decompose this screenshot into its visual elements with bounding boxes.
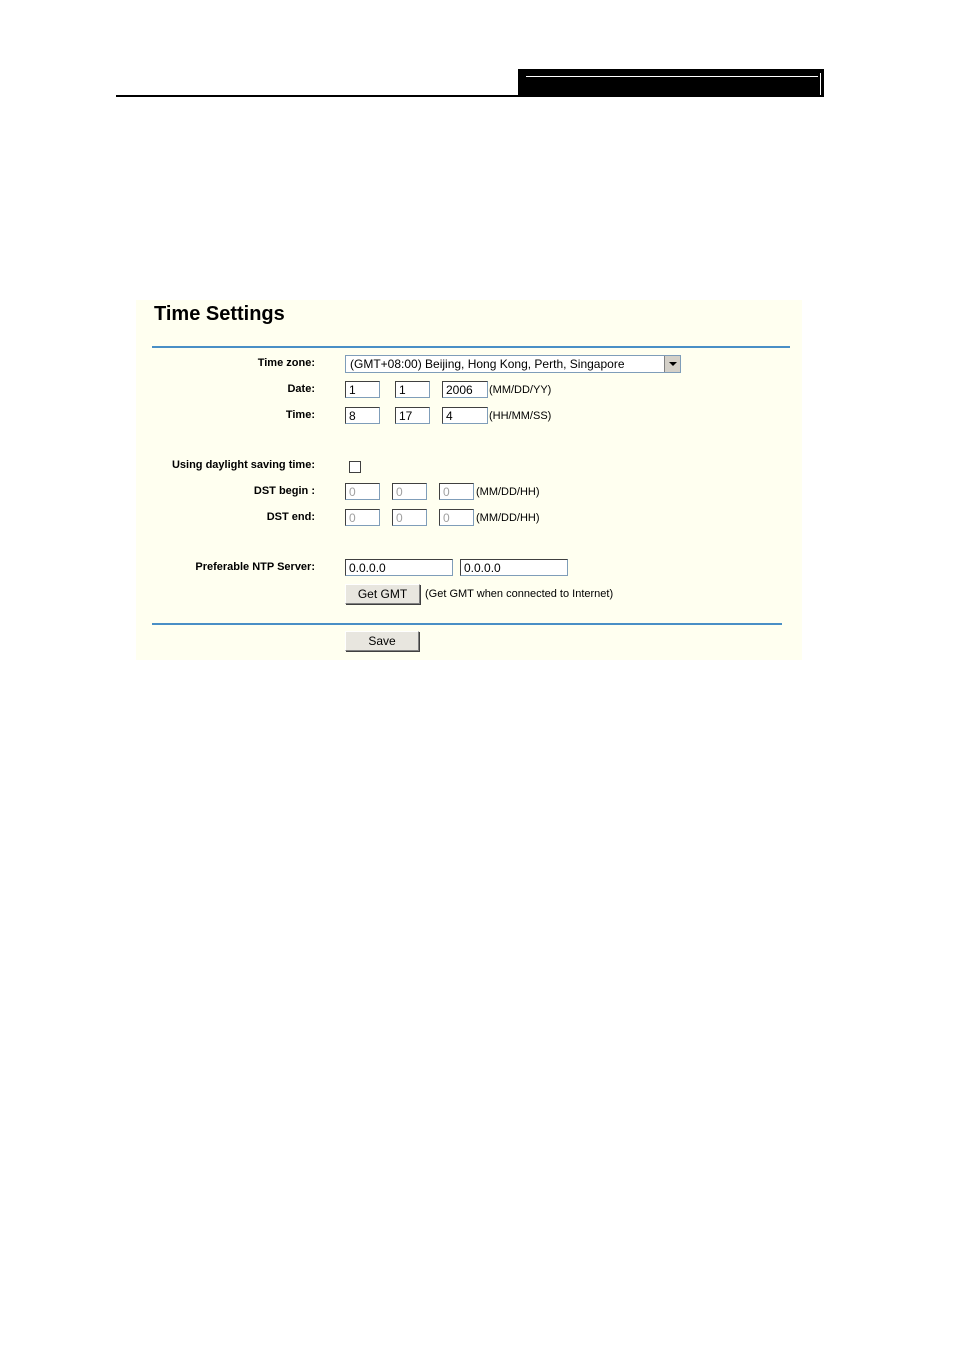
dst-begin-format-hint: (MM/DD/HH) xyxy=(476,486,540,498)
time-hour-input[interactable]: 8 xyxy=(345,407,380,424)
ntp-server-1-input[interactable]: 0.0.0.0 xyxy=(345,559,453,576)
date-format-hint: (MM/DD/YY) xyxy=(489,384,552,396)
dst-checkbox-label: Using daylight saving time: xyxy=(171,459,315,471)
time-zone-label: Time zone: xyxy=(257,357,315,369)
header-inner-line xyxy=(526,76,818,77)
time-second-input[interactable]: 4 xyxy=(442,407,488,424)
header-tick xyxy=(820,73,821,95)
dst-begin-day-input[interactable]: 0 xyxy=(392,483,427,500)
time-minute-input[interactable]: 17 xyxy=(395,407,430,424)
date-day-input[interactable]: 1 xyxy=(395,381,430,398)
time-zone-value: (GMT+08:00) Beijing, Hong Kong, Perth, Singapore xyxy=(350,357,625,371)
ntp-server-label: Preferable NTP Server: xyxy=(195,561,315,573)
page-title: Time Settings xyxy=(154,303,285,325)
dst-end-hour-input[interactable]: 0 xyxy=(439,509,474,526)
dst-end-format-hint: (MM/DD/HH) xyxy=(476,512,540,524)
time-zone-select[interactable] xyxy=(345,355,681,373)
ntp-server-2-input[interactable]: 0.0.0.0 xyxy=(460,559,568,576)
dst-end-label: DST end: xyxy=(266,511,315,523)
get-gmt-button[interactable]: Get GMT xyxy=(345,584,420,604)
time-label: Time: xyxy=(285,409,315,421)
document-header-bar xyxy=(518,69,824,97)
save-button[interactable]: Save xyxy=(345,631,419,651)
dst-end-day-input[interactable]: 0 xyxy=(392,509,427,526)
bottom-divider xyxy=(152,623,782,625)
dst-begin-label: DST begin : xyxy=(253,485,315,497)
dst-checkbox[interactable] xyxy=(349,461,361,473)
chevron-down-icon[interactable] xyxy=(664,356,680,372)
date-year-input[interactable]: 2006 xyxy=(442,381,488,398)
dst-begin-hour-input[interactable]: 0 xyxy=(439,483,474,500)
top-divider xyxy=(152,346,790,348)
date-label: Date: xyxy=(287,383,315,395)
date-month-input[interactable]: 1 xyxy=(345,381,380,398)
dst-begin-month-input[interactable]: 0 xyxy=(345,483,380,500)
get-gmt-hint: (Get GMT when connected to Internet) xyxy=(425,588,614,600)
document-header-rule xyxy=(116,95,824,97)
time-settings-panel xyxy=(136,300,802,660)
dst-end-month-input[interactable]: 0 xyxy=(345,509,380,526)
time-format-hint: (HH/MM/SS) xyxy=(489,410,552,422)
